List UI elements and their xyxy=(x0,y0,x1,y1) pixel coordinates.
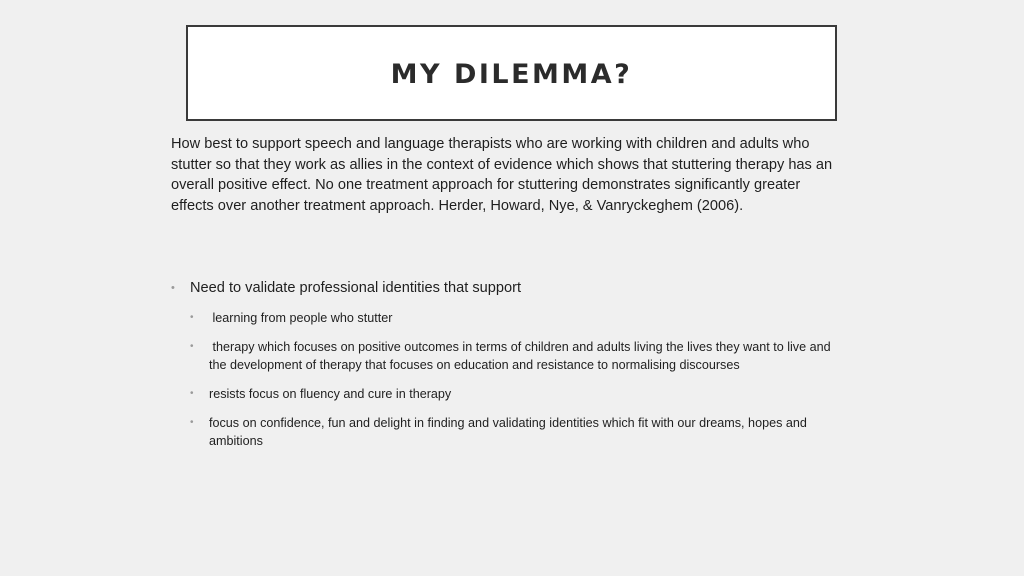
bullet-icon: • xyxy=(190,388,194,399)
sub-bullet-text: learning from people who stutter xyxy=(209,311,393,325)
sub-bullet-item xyxy=(190,338,836,374)
title-box xyxy=(186,25,837,121)
sub-bullet-list xyxy=(171,309,836,450)
bullet-icon: • xyxy=(190,312,194,323)
bullet-item xyxy=(171,278,836,298)
bullet-text: Need to validate professional identities that support xyxy=(190,280,521,296)
sub-bullet-text: resists focus on fluency and cure in therapy xyxy=(209,387,452,401)
sub-bullet-item xyxy=(190,309,836,327)
bullet-list xyxy=(171,278,836,450)
sub-bullet-text: focus on confidence, fun and delight in finding and validating identities which fit with our dreams, hopes and ambitions xyxy=(209,416,807,448)
intro-paragraph: How best to support speech and language therapists who are working with children and adults who stutter so that they work as allies in the context of evidence which shows that stuttering therapy has an overall positive effect. No one treatment approach for stuttering demonstrates significantly greater effects over another treatment approach. Herder, Howard, Nye, & Vanryckeghem (2006). xyxy=(171,136,833,214)
sub-bullet-text: therapy which focuses on positive outcomes in terms of children and adults living the lives they want to live and the development of therapy that focuses on education and resistance to normalising discourses xyxy=(209,340,835,372)
bullet-icon: • xyxy=(190,341,194,352)
bullet-icon: • xyxy=(190,417,194,428)
sub-bullet-item xyxy=(190,385,836,403)
slide-title: MY DILEMMA? xyxy=(390,58,633,90)
bullet-icon: • xyxy=(171,282,175,294)
sub-bullet-container xyxy=(171,309,836,450)
sub-bullet-item xyxy=(190,414,836,450)
